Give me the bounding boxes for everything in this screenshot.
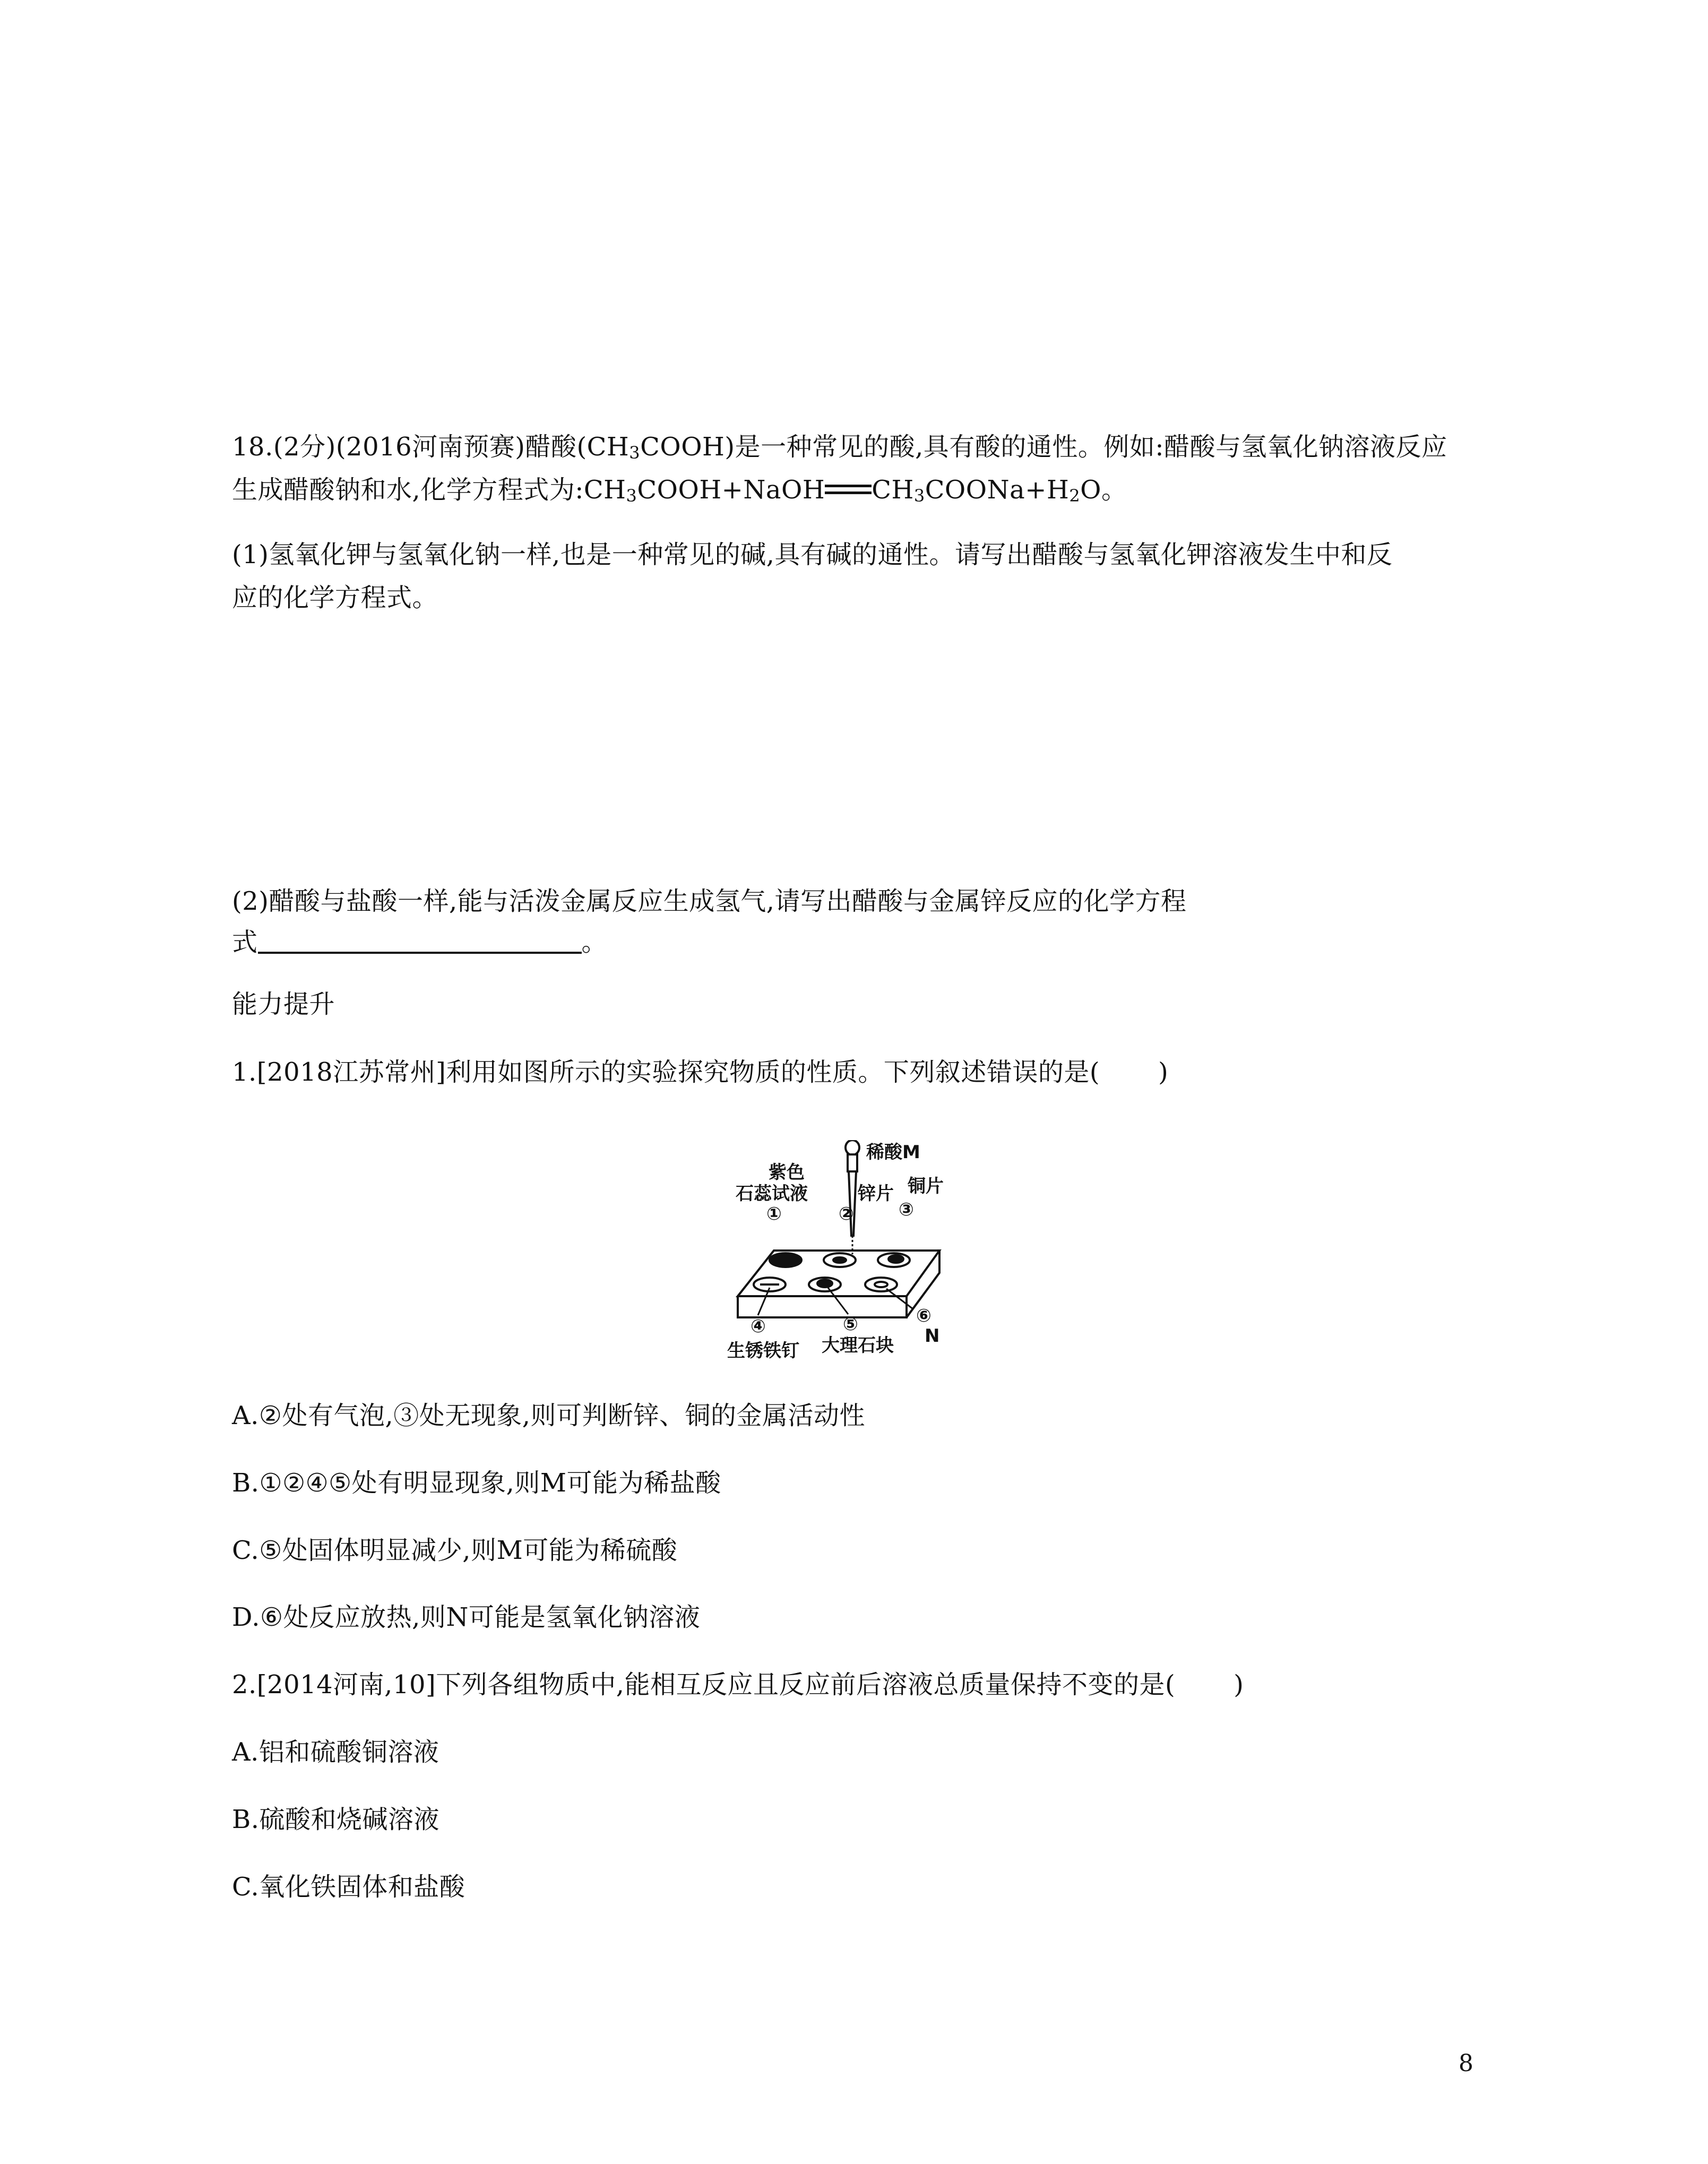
answer-blank[interactable] xyxy=(258,926,582,954)
q2-option-a[interactable]: A.铝和硫酸铜溶液 xyxy=(232,1737,439,1767)
label-copper: 铜片 xyxy=(908,1176,944,1197)
q1-option-a[interactable]: A.②处有气泡,③处无现象,则可判断锌、铜的金属活动性 xyxy=(232,1401,865,1430)
well-label-6: ⑥ xyxy=(916,1305,931,1326)
label-litmus: 石蕊试液 xyxy=(736,1183,808,1204)
q18-part1-line-2: 应的化学方程式。 xyxy=(232,583,438,613)
label-marble: 大理石块 xyxy=(822,1335,894,1356)
label-rusty-nail: 生锈铁钉 xyxy=(727,1340,799,1361)
well-label-5: ⑤ xyxy=(843,1314,858,1335)
page-number: 8 xyxy=(1459,2050,1473,2077)
well-label-2: ② xyxy=(839,1203,854,1225)
q2-option-b[interactable]: B.硫酸和烧碱溶液 xyxy=(232,1805,440,1834)
label-n: N xyxy=(925,1325,940,1347)
q18-part1-line-1: (1)氢氧化钾与氢氧化钠一样,也是一种常见的碱,具有碱的通性。请写出醋酸与氢氧化钾溶液发生中和反 xyxy=(232,540,1393,570)
well-label-4: ④ xyxy=(751,1316,766,1337)
q18-stem-line-2: 生成醋酸钠和水,化学方程式为$:CH_3COOH+NaOH$ $CH_3COONa+H_2O$。 xyxy=(232,475,1127,506)
q1-option-d[interactable]: D.⑥处反应放热,则N可能是氢氧化钠溶液 xyxy=(232,1602,701,1632)
label-zinc: 锌片 xyxy=(858,1183,894,1204)
q1-stem: 1.[2018江苏常州]利用如图所示的实验探究物质的性质。下列叙述错误的是( ) xyxy=(232,1057,1169,1087)
well-label-1: ① xyxy=(766,1203,782,1225)
q1-option-c[interactable]: C.⑤处固体明显减少,则M可能为稀硫酸 xyxy=(232,1536,678,1565)
label-acid-m: 稀酸M xyxy=(866,1142,920,1163)
q1-option-b[interactable]: B.①②④⑤处有明显现象,则M可能为稀盐酸 xyxy=(232,1468,721,1498)
q18-stem-line-1: 18.(2分)(2016河南预赛)醋酸$(CH_3COOH)$是一种常见的酸,具有酸的通性。例如:醋酸与氢氧化钠溶液反应 xyxy=(232,432,1447,463)
section-title: 能力提升 xyxy=(232,989,335,1019)
q18-part2-line-2: 式 。 xyxy=(232,927,608,957)
q2-option-c[interactable]: C.氧化铁固体和盐酸 xyxy=(232,1872,465,1902)
label-purple: 紫色 xyxy=(769,1162,805,1183)
well-label-3: ③ xyxy=(899,1199,914,1220)
experiment-figure xyxy=(727,1140,1003,1363)
q2-stem: 2.[2014河南,10]下列各组物质中,能相互反应且反应前后溶液总质量保持不变的是( ) xyxy=(232,1670,1244,1700)
plate-wells xyxy=(754,1253,910,1291)
q18-part2-line-1: (2)醋酸与盐酸一样,能与活泼金属反应生成氢气,请写出醋酸与金属锌反应的化学方程 xyxy=(232,886,1187,916)
equation-equals-sign xyxy=(825,485,872,494)
